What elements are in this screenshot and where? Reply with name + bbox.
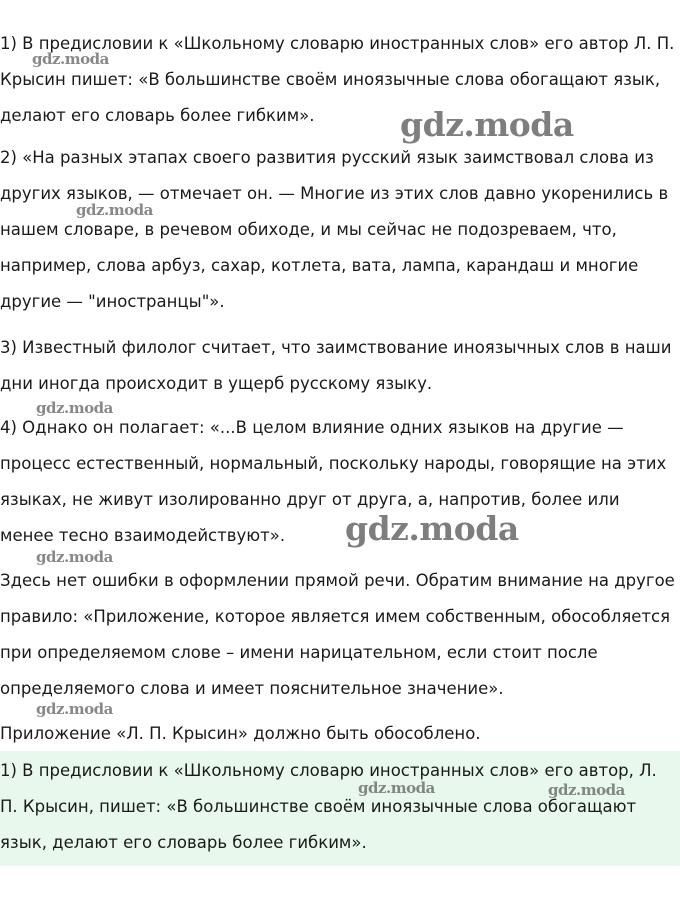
explanation-paragraph: Здесь нет ошибки в оформлении прямой речи. Обратим внимание на другое правило: «Приложение, которое является имем собственным, обособляется при определяемом слове – имени нарицательном, если стоит после определяемого слова и имеет пояснительное значение».: [0, 571, 675, 698]
watermark: gdz.moda: [36, 548, 113, 566]
answer-text: 1) В предисловии к «Школьному словарю иностранных слов» его автор, Л. П. Крысин, пишет: «В большинстве своём иноязычные слова обогащают язык, делают его словарь более гибким».: [0, 761, 657, 852]
watermark: gdz.moda: [400, 105, 574, 144]
paragraph-3: 3) Известный филолог считает, что заимствование иноязычных слов в наши дни иногда происходит в ущерб русскому языку.: [0, 338, 672, 393]
watermark: gdz.moda: [32, 50, 109, 68]
watermark: gdz.moda: [36, 399, 113, 417]
paragraph-1: 1) В предисловии к «Школьному словарю иностранных слов» его автор Л. П. Крысин пишет: «В большинстве своём иноязычные слова обогащают язык, делают его словарь более гибким».: [0, 34, 675, 125]
watermark: gdz.moda: [36, 700, 113, 718]
watermark: gdz.moda: [358, 779, 435, 797]
paragraph-4: 4) Однако он полагает: «...В целом влияние одних языков на другие — процесс естественный, нормальный, поскольку народы, говорящие на этих языках, не живут изолированно друг от друга, а, напротив, более или менее тесно взаимодействуют».: [0, 418, 667, 545]
watermark: gdz.moda: [345, 509, 519, 548]
conclusion-paragraph: Приложение «Л. П. Крысин» должно быть обособлено.: [0, 724, 481, 743]
paragraph-2: 2) «На разных этапах своего развития русский язык заимствовал слова из других языков, — отмечает он. — Многие из этих слов давно укоренились в нашем словаре, в речевом обиходе, и мы сейчас не подозреваем, что, например, слова арбуз, сахар, котлета, вата, лампа, карандаш и многие другие — "иностранцы"».: [0, 148, 669, 311]
watermark: gdz.moda: [548, 781, 625, 799]
answer-box: [0, 751, 680, 866]
watermark: gdz.moda: [76, 201, 153, 219]
